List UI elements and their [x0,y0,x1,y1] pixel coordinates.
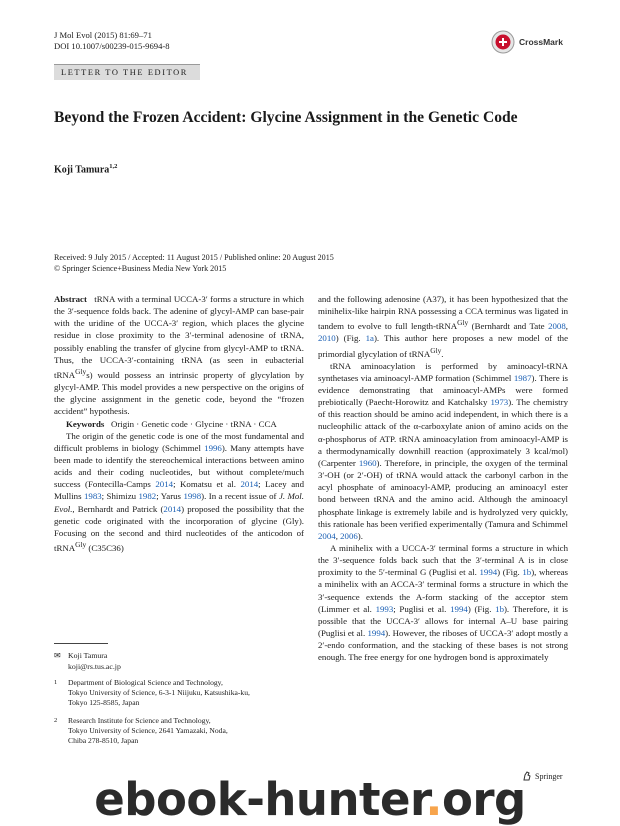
abstract-text-end: s) would possess an intrinsic property of glycylation by glycyl-AMP. This model provides a new perspective on the origins of the glycine assignment in the genetic code, beyond the “frozen accident” hypothesis. [54,369,304,417]
affiliation-line: Research Institute for Science and Technology, [68,716,211,725]
text: ). There is evidence demonstrating that aminoacyl-AMPs were formed prebiotically (Paecht-Horowitz and Katchalsky [318,372,569,408]
keywords-label: Keywords [66,418,105,429]
text: ; Shimizu [101,491,139,502]
footnote-number: 2 [54,717,58,724]
body-paragraph [54,430,304,555]
citation-link[interactable]: 1998 [183,491,202,502]
citation-link[interactable]: 1987 [513,372,532,383]
superscript: Gly [457,318,469,328]
text: ). In a recent issue of [201,491,279,502]
abstract-label: Abstract [54,294,87,304]
citation-link[interactable]: 1994 [479,567,498,578]
crossmark-icon [491,30,515,54]
body-paragraph [318,360,568,542]
envelope-icon: ✉ [54,651,61,660]
left-column [54,293,304,554]
figure-link[interactable]: 1a [365,333,374,344]
text: The origin of the genetic code is one of the most fundamental and difficult problems in biology (Schimmel [54,430,304,453]
citation-link[interactable]: 1993 [375,603,394,614]
footnote-divider [54,643,108,644]
text: ) (Fig. [497,567,523,578]
corr-email[interactable]: koji@rs.tus.ac.jp [68,661,121,671]
text: ). The chemistry of this reaction should be amino acid independent, in which there is a nucleophilic attack of the α-carboxylate anion of amino acids on the α-phosphorus of ATP. tRNA aminoacylation from aminoacyl-AMP is a thermodynamically downhill reaction (approximately 3 kcal/mol) (Carpenter [318,397,568,468]
figure-link[interactable]: 1b [495,603,504,614]
text: and the following adenosine (A37), it has been hypothesized that the minihelix-like hairpin RNA possessing a CCA terminus was ligated in tandem to evolve to full length-tRNA [318,294,568,332]
text: ). Many attempts have been made to identify the stereochemical interactions between amino acids and their coding nucleotides, but without complete/much success (Fontecilla-Camps [54,442,304,490]
citation-link[interactable]: 2014 [163,503,182,514]
springer-label: Springer [535,771,563,781]
citation-link[interactable]: 1994 [367,628,386,639]
citation-link[interactable]: 2010 [318,333,336,344]
journal-meta [54,30,170,52]
crossmark-badge[interactable] [491,30,563,54]
text: ) (Fig. [335,333,366,344]
body-paragraph [318,542,568,664]
citation-link[interactable]: 1960 [358,457,377,468]
watermark-tld: org [441,773,526,826]
body-paragraph [318,293,568,360]
dates-line: Received: 9 July 2015 / Accepted: 11 August 2015 / Published online: 20 August 2015 [54,253,334,262]
text: ). However, the riboses of UCCA-3′ adopt mostly a 2′-endo conformation, and the stacking of these bases is not strong enough. The free energy for one hydrogen bond is approximately [318,628,568,663]
watermark [0,773,620,826]
text: A minihelix with a UCCA-3′ terminal forms a structure in which the 3′-sequence folds back such that the 3′-terminal A is in close proximity to the 5′-terminal G (Puglisi et al. [318,543,568,578]
footnote-number: 1 [54,679,58,686]
affiliation-line: Tokyo University of Science, 2641 Yamazaki, Noda, [68,726,228,736]
text: , [335,530,341,541]
corresponding-author [54,651,121,672]
superscript: Gly [430,345,442,355]
text: ; Puglisi et al. [393,603,451,614]
affiliation-footnote [54,678,250,709]
citation-link[interactable]: 2014 [155,479,174,490]
journal-citation: J Mol Evol (2015) 81:69–71 [54,30,152,40]
text: ). [357,530,363,541]
text: ), whereas a minihelix with an ACCA-3′ terminal forms a structure in which the 3′-sequence extends the A-form stacking of the acceptor stem (Limmer et al. [318,567,569,614]
text: , Bernhardt and Patrick ( [72,503,164,514]
citation-link[interactable]: 1973 [490,397,509,408]
article-title: Beyond the Frozen Accident: Glycine Assignment in the Genetic Code [54,109,518,126]
citation-link[interactable]: 2008 [548,321,566,332]
watermark-text: ebook-hunter [94,773,426,826]
text: (Bernhardt and Tate [468,321,549,332]
text: ). Therefore, in principle, the oxygen of the terminal 3′-OH (or 2′-OH) of tRNA would attack the carbonyl carbon in the acyl phosphate of aminoacyl-AMP, producing an aminoacyl ester bond between tRNA and the amino acid. Although the aminoacyl phosphate linkage is extremely labile and is hydrolyzed very quickly, this rationale has been verified experimentally (Tamura and Schimmel [318,457,568,529]
citation-link[interactable]: 1996 [204,442,222,453]
superscript: Gly [75,540,87,550]
affiliation-line: Department of Biological Science and Technology, [68,678,223,687]
abstract-text: tRNA with a terminal UCCA-3′ forms a structure in which the 3′-sequence folds back. The adenine of glycyl-AMP can base-pair with the uridine of the UCCA-3′ region, which places the glycine residue in close proximity to the 3′-terminal adenosine of tRNA, possibly enabling the transfer of glycine from glycyl-AMP to tRNA. Thus, the UCCA-3′-containing tRNA (as seen in eubacterial tRNA [54,294,304,380]
citation-link[interactable]: 1994 [450,603,468,614]
text: , [565,321,568,332]
affiliation-line: Tokyo University of Science, 6-3-1 Niijuku, Katsushika-ku, [68,688,250,698]
text: ) (Fig. [467,603,496,614]
citation-link[interactable]: 1982 [138,491,157,502]
text: ; Yarus [156,491,184,502]
doi[interactable]: DOI 10.1007/s00239-015-9694-8 [54,41,170,51]
text: (C35C36) [86,543,124,553]
figure-link[interactable]: 1b [522,567,532,578]
author-name[interactable]: Koji Tamura [54,164,110,176]
keywords [54,418,304,430]
citation-link[interactable]: 2004 [318,530,336,541]
affiliation-line: Tokyo 125-8585, Japan [68,698,140,708]
keywords-text: Origin · Genetic code · Glycine · tRNA · CCA [110,418,277,429]
corr-name: Koji Tamura [68,651,108,660]
citation-link[interactable]: 1983 [83,491,102,502]
text: ; Lacey and Mullins [54,479,304,502]
citation-link[interactable]: 2014 [240,479,259,490]
affiliation-line: Chiba 278-8510, Japan [68,736,139,746]
abstract [54,293,304,418]
publication-dates [54,252,334,274]
affiliation-footnote [54,716,228,747]
author-affiliation-marks: 1,2 [109,163,118,170]
text: ). This author here proposes a new model of the primordial glycylation of tRNA [318,333,568,359]
text: ) proposed the possibility that the genetic code originated with the incorporation of glycine (Gly). Focusing on the second and third nucleotides of the anticodon of tRNA [54,503,304,553]
author [54,163,117,175]
copyright-line: © Springer Science+Business Media New York 2015 [54,264,227,273]
text: ). Therefore, it is possible that the UCCA-3′ allows for internal A–U base pairing (Puglisi et al. [318,603,569,639]
journal-name: J. Mol. Evol. [54,491,304,514]
text: ; Komatsu et al. [173,479,241,490]
right-column [318,293,568,664]
citation-link[interactable]: 2006 [340,530,358,541]
crossmark-label: CrossMark [519,37,563,47]
watermark-dot: . [425,773,442,826]
text: tRNA aminoacylation is performed by aminoacyl-tRNA synthetases via aminoacyl-AMP formation (Schimmel [318,360,568,383]
text: . [441,348,444,359]
superscript: Gly [75,366,87,376]
section-label: LETTER TO THE EDITOR [54,64,200,80]
